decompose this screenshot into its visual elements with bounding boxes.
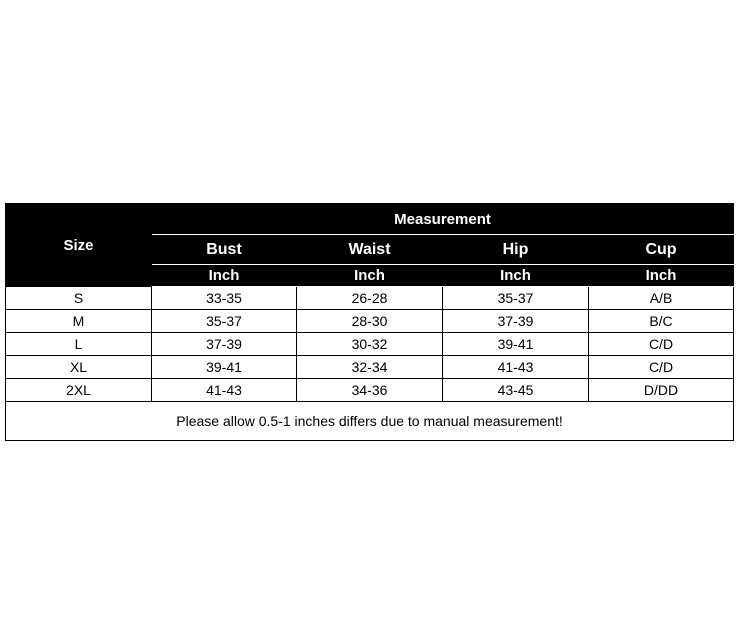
waist-unit: Inch — [297, 265, 443, 287]
hip-cell: 41-43 — [443, 356, 589, 379]
measurement-note: Please allow 0.5-1 inches differs due to manual measurement! — [6, 402, 734, 441]
hip-cell: 39-41 — [443, 333, 589, 356]
bust-cell: 41-43 — [152, 379, 297, 402]
size-header: Size — [6, 204, 152, 287]
cup-cell: A/B — [589, 287, 734, 310]
size-cell: L — [6, 333, 152, 356]
table-row — [6, 356, 734, 379]
measurement-header: Measurement — [152, 204, 734, 235]
hip-cell: 35-37 — [443, 287, 589, 310]
waist-header: Waist — [297, 235, 443, 265]
waist-cell: 30-32 — [297, 333, 443, 356]
size-cell: S — [6, 287, 152, 310]
waist-cell: 34-36 — [297, 379, 443, 402]
hip-unit: Inch — [443, 265, 589, 287]
hip-cell: 43-45 — [443, 379, 589, 402]
bust-cell: 39-41 — [152, 356, 297, 379]
size-chart-table — [5, 203, 734, 441]
table-row — [6, 287, 734, 310]
bust-header: Bust — [152, 235, 297, 265]
cup-cell: B/C — [589, 310, 734, 333]
cup-cell: D/DD — [589, 379, 734, 402]
waist-cell: 28-30 — [297, 310, 443, 333]
cup-cell: C/D — [589, 333, 734, 356]
hip-header: Hip — [443, 235, 589, 265]
size-cell: 2XL — [6, 379, 152, 402]
bust-cell: 37-39 — [152, 333, 297, 356]
table-row — [6, 333, 734, 356]
waist-cell: 32-34 — [297, 356, 443, 379]
cup-cell: C/D — [589, 356, 734, 379]
cup-header: Cup — [589, 235, 734, 265]
hip-cell: 37-39 — [443, 310, 589, 333]
cup-unit: Inch — [589, 265, 734, 287]
bust-cell: 33-35 — [152, 287, 297, 310]
table-row — [6, 310, 734, 333]
bust-cell: 35-37 — [152, 310, 297, 333]
size-cell: M — [6, 310, 152, 333]
table-row — [6, 379, 734, 402]
waist-cell: 26-28 — [297, 287, 443, 310]
size-cell: XL — [6, 356, 152, 379]
bust-unit: Inch — [152, 265, 297, 287]
